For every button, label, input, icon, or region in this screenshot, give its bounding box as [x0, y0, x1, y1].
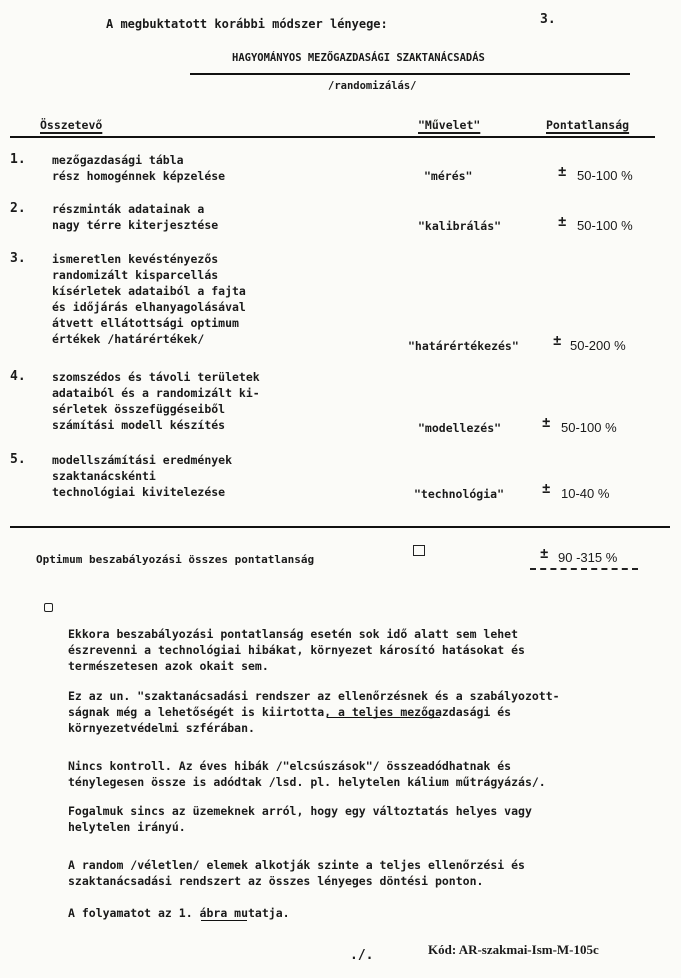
table-bottom-rule	[10, 526, 670, 528]
row-text-line: modellszámítási eredmények	[52, 453, 233, 467]
row-text-line: nagy térre kiterjesztése	[52, 218, 219, 232]
intro-line: A megbuktatott korábbi módszer lényege:	[106, 17, 388, 31]
row-operation: "határértékezés"	[408, 339, 519, 353]
emphasis-underline	[327, 717, 440, 718]
plus-minus-sign: ±	[553, 333, 562, 349]
figure-ref-underline	[201, 920, 247, 921]
plus-minus-sign: ±	[542, 481, 551, 497]
plus-minus-sign: ±	[558, 214, 567, 230]
row-text-line: kísérletek adataiból a fajta	[52, 284, 246, 298]
plus-minus-sign: ±	[540, 546, 549, 562]
paragraph: Ekkora beszabályozási pontatlanság esetén sok idő alatt sem lehet észrevenni a technológiai hibákat, környezet károsító hatásokat és természetesen azok okait sem.	[68, 627, 525, 673]
row-operation: "kalibrálás"	[418, 219, 502, 233]
row-text-line: adataiból és a randomizált ki-	[52, 386, 260, 400]
document-code: Kód: AR-szakmai-Ism-M-105c	[428, 942, 599, 957]
row-operation: "mérés"	[424, 169, 473, 183]
continuation-mark: ./.	[350, 948, 374, 963]
row-text-line: randomizált kisparcellás	[52, 268, 219, 282]
row-text-line: számítási modell készítés	[52, 418, 226, 432]
row-text-line: részminták adatainak a	[52, 202, 205, 216]
row-text-line: és időjárás elhanyagolásával	[52, 300, 246, 314]
row-range: 50-200 %	[570, 338, 626, 353]
bullet-mark-icon	[44, 603, 53, 612]
plus-minus-sign: ±	[542, 415, 551, 431]
title-rule	[190, 73, 630, 75]
total-label: Optimum beszabályozási összes pontatlanság	[36, 553, 315, 566]
row-text-line: mezőgazdasági tábla	[52, 153, 184, 167]
page-subtitle: /randomizálás/	[328, 80, 417, 92]
col-header-component: Összetevő	[40, 118, 103, 132]
paragraph: A random /véletlen/ elemek alkotják szinte a teljes ellenőrzési és szaktanácsadási rendszert az összes lényeges döntési ponton.	[68, 858, 525, 888]
row-range: 50-100 %	[561, 420, 617, 435]
row-text-line: átvett ellátottsági optimum	[52, 316, 239, 330]
header-rule	[10, 136, 655, 138]
total-range: 90 -315 %	[558, 550, 618, 565]
plus-minus-sign: ±	[558, 164, 567, 180]
page-number: 3.	[540, 12, 556, 27]
row-number: 4.	[10, 369, 26, 384]
row-text-line: sérletek összefüggéseiből	[52, 402, 226, 416]
row-operation: "modellezés"	[418, 421, 502, 435]
row-number: 5.	[10, 452, 26, 467]
col-header-inaccuracy: Pontatlanság	[546, 118, 630, 132]
row-range: 50-100 %	[577, 168, 633, 183]
row-number: 3.	[10, 251, 26, 266]
paragraph: Nincs kontroll. Az éves hibák /"elcsúszások"/ összeadódhatnak és ténylegesen össze is adódtak /lsd. pl. helytelen kálium műtrágyázás/.	[68, 759, 546, 789]
col-header-operation: "Művelet"	[418, 118, 481, 132]
page-title: HAGYOMÁNYOS MEZŐGAZDASÁGI SZAKTANÁCSADÁS	[232, 52, 485, 64]
row-range: 50-100 %	[577, 218, 633, 233]
row-text-line: ismeretlen kevéstényezős	[52, 252, 219, 266]
row-text-line: szaktanácskénti	[52, 469, 156, 483]
paragraph: Ez az un. "szaktanácsadási rendszer az ellenőrzésnek és a szabályozott- ságnak még a lehetőségét is kiirtotta, a teljes mezőgazdasági és környezetvédelmi szférában.	[68, 689, 560, 735]
paragraph: A folyamatot az 1. ábra mutatja.	[68, 906, 290, 920]
row-number: 2.	[10, 201, 26, 216]
row-range: 10-40 %	[561, 486, 610, 501]
total-underline	[530, 568, 638, 570]
checkbox-mark-icon	[413, 545, 425, 556]
row-text-line: rész homogénnek képzelése	[52, 169, 226, 183]
row-text-line: technológiai kivitelezése	[52, 485, 226, 499]
row-text-line: értékek /határértékek/	[52, 332, 205, 346]
row-operation: "technológia"	[414, 487, 505, 501]
row-text-line: szomszédos és távoli területek	[52, 370, 260, 384]
row-number: 1.	[10, 152, 26, 167]
paragraph: Fogalmuk sincs az üzemeknek arról, hogy egy változtatás helyes vagy helytelen irányú.	[68, 804, 532, 834]
